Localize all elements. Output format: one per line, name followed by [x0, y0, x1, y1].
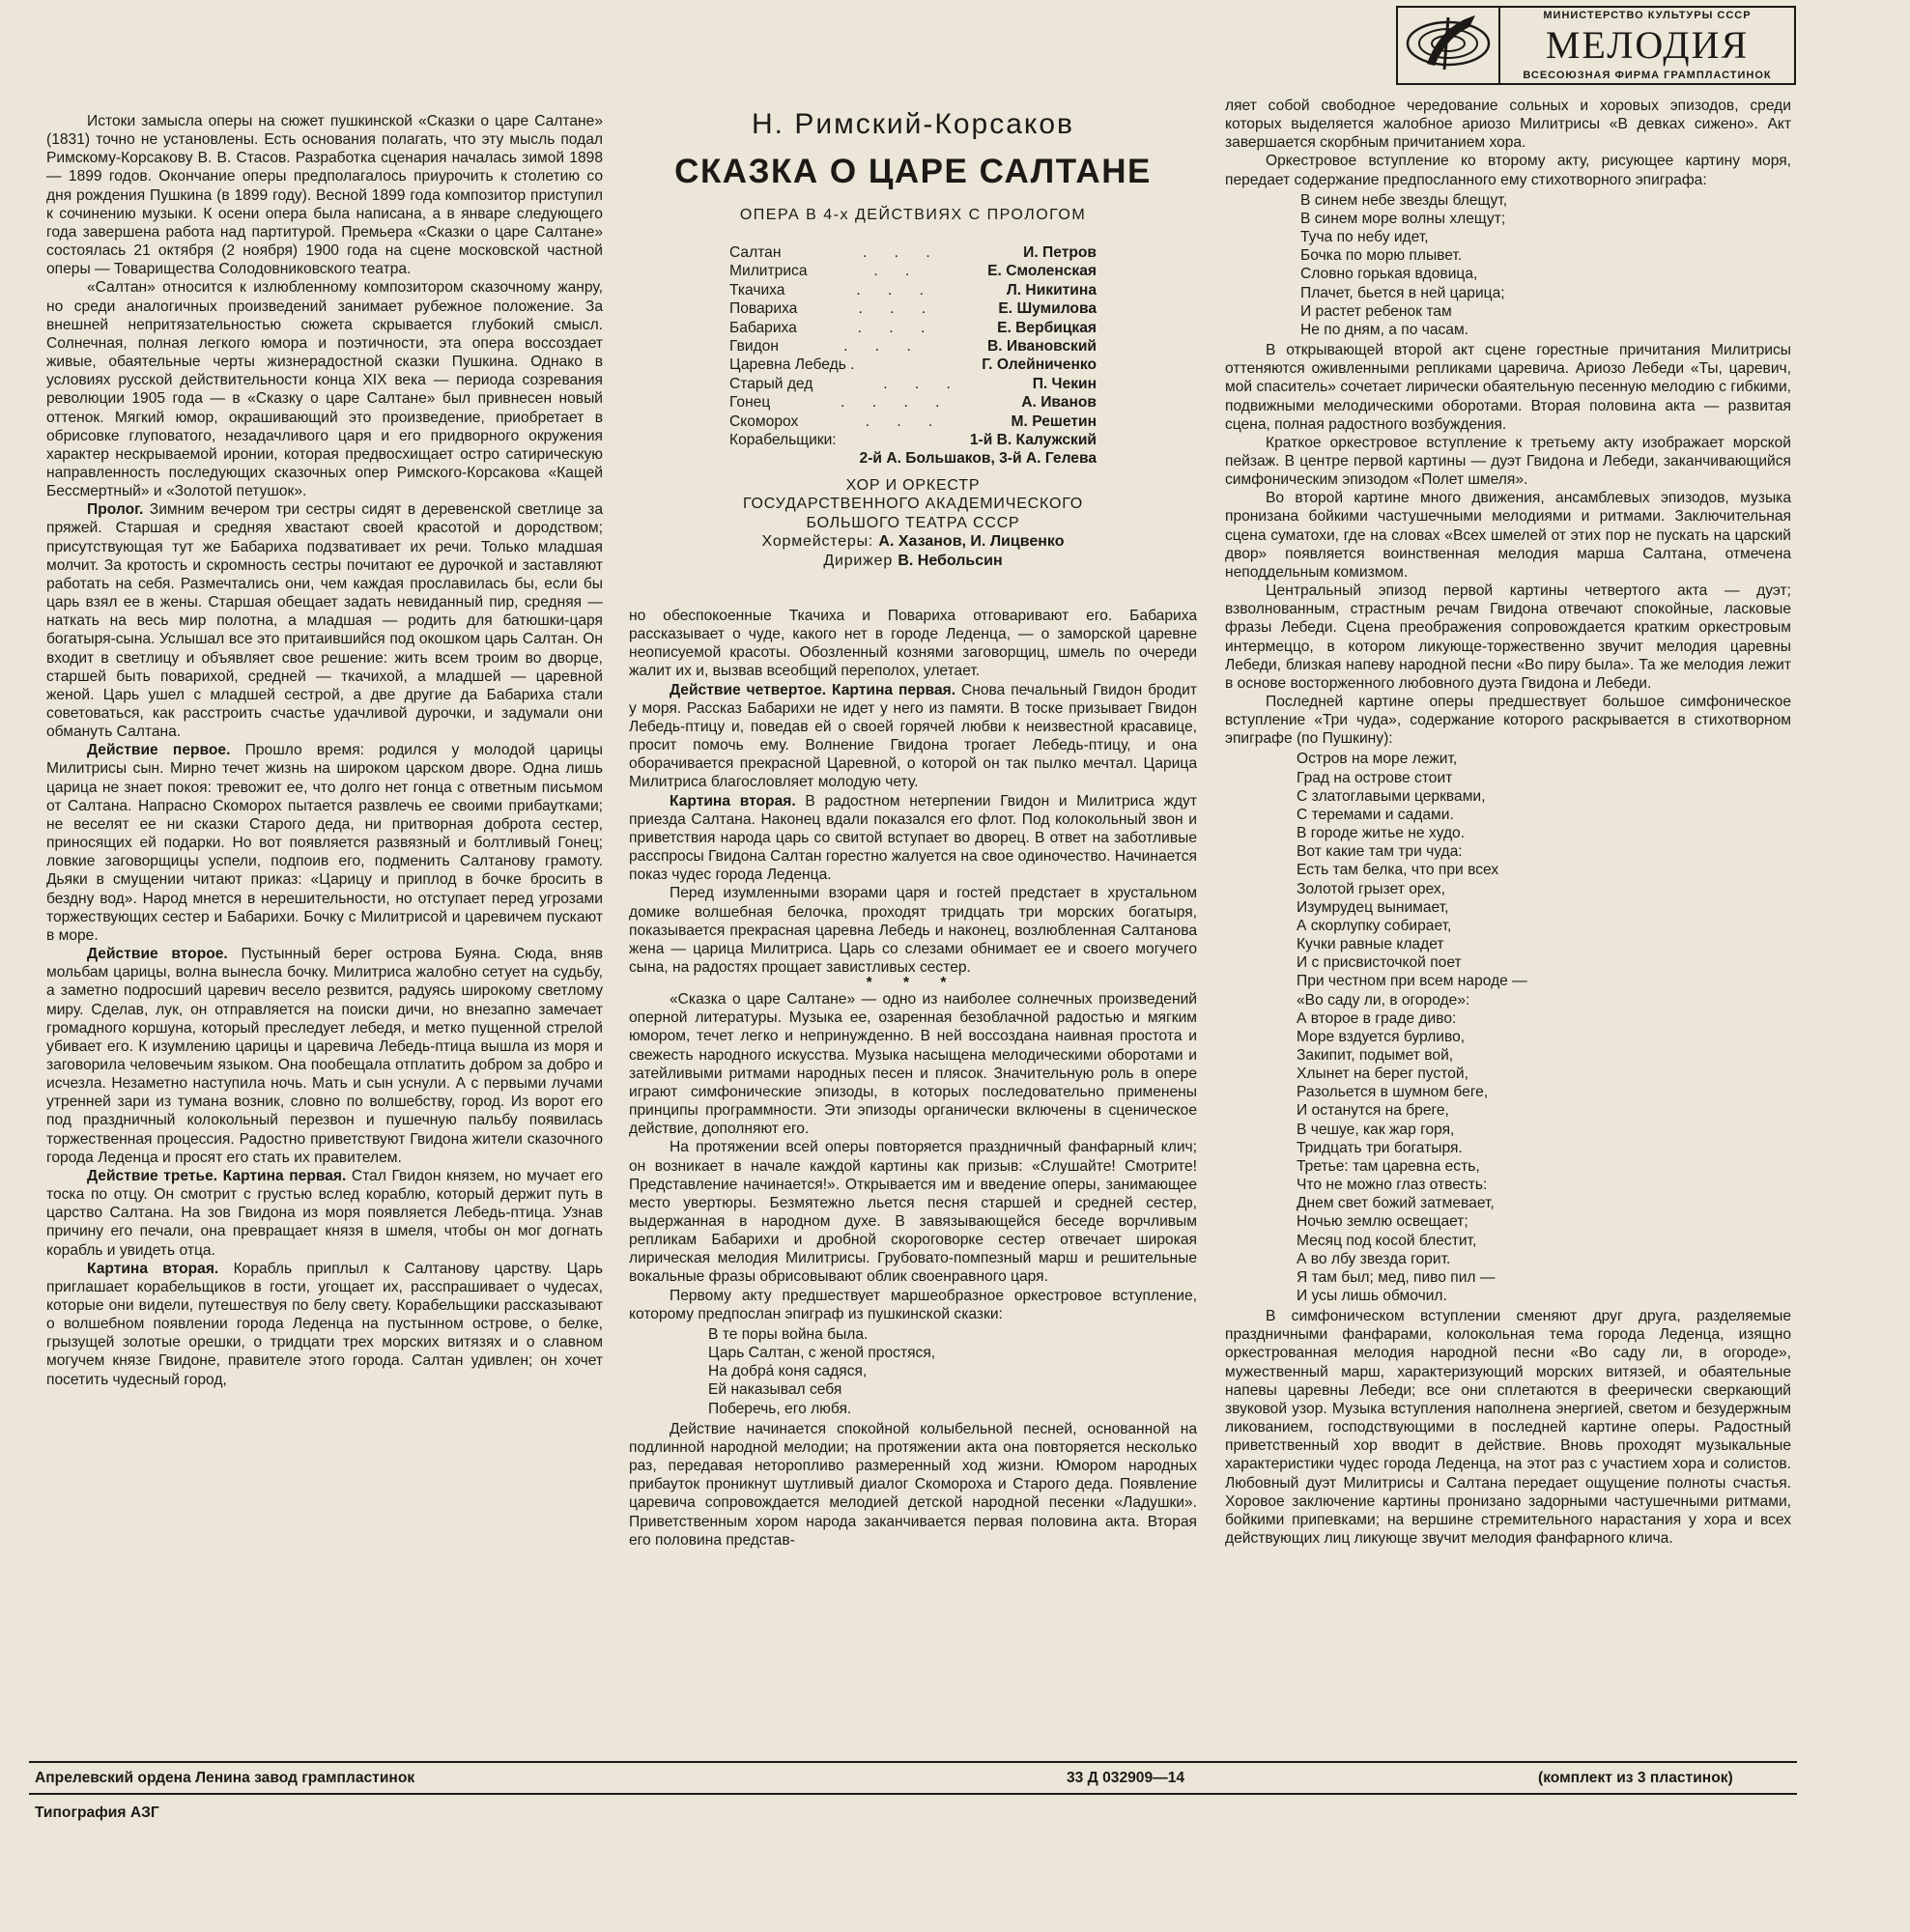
paragraph-act4a: [629, 681, 1197, 792]
verse-line: Ей наказывал себя: [708, 1381, 842, 1399]
section-text: Стал Гвидон князем, но мучает его тоска по отцу. Он смотрит с грустью вслед кораблю, который держит путь в царство Салтана. На зов Гвидона из моря появляется Лебедь-птица. Узнав причину его печали, она превращает князя в шмеля, чтобы он мог догнать корабль и увидеть отца.: [46, 1167, 604, 1259]
section-text: Снова печальный Гвидон бродит у моря. Рассказ Бабарихи не идет у него из памяти. В тоске призывает Гвидон Лебедь-птицу и, поведав ей о своей горячей любви к неизвестной красавице, просит помочь ему. Волнение Гвидона трогает Лебедь-птицу, и она оборачивается прекрасной Царевной, о которой он так пылко мечтал. Царица Милитриса благословляет молодую чету.: [629, 681, 1197, 791]
cast-performer: И. Петров: [1023, 244, 1097, 261]
section-heading: Пролог.: [87, 501, 144, 519]
verse-line: Есть там белка, что при всех: [1297, 862, 1499, 879]
melodiya-logo: [1396, 6, 1796, 85]
cast-performer: Е. Смоленская: [987, 263, 1097, 280]
cast-list: [729, 243, 1097, 469]
chorus-line: ХОР И ОРКЕСТР: [845, 476, 981, 494]
cast-row: [729, 319, 1097, 337]
verse-line: В городе житье не худо.: [1297, 825, 1466, 842]
section-text: Зимним вечером три сестры сидят в деревенской светлице за пряжей. Старшая и средняя хвастают своей красотой и дородством; присутствующая тут же Бабариха подзвативает их речи. Только младшая молчит. За кротость и скромность сестры почитают ее дурочкой и заставляют работать на себя. Размечтались они, чем каждая прославилась бы, если бы царь взял ее в жены. Старшая обещает задать невиданный пир, средняя — наткать на весь мир полотна, а младшая — родить для батюшки-царя богатыря-сына. Услышал все это притаившийся под окошком царь Салтан. Он входит в светлицу и объявляет свое решение: жить всем троим во дворце, старшей быть поварихой, средней — ткачихой, а младшей — царевной женой. Царь ушел с младшей сестрой, а две другие да Бабариха стали советоваться, как расстроить счастье удачливой дурочки, и задумали они обмануть Салтана.: [46, 501, 603, 741]
chorus-line: БОЛЬШОГО ТЕАТРА СССР: [806, 514, 1020, 531]
cast-performer: Г. Олейниченко: [982, 356, 1097, 374]
footer-plant: Апрелевский ордена Ленина завод грампластинок: [35, 1770, 415, 1786]
melodiya-emblem-icon: [1398, 8, 1500, 83]
verse-line: И с присвисточкой поет: [1297, 954, 1462, 972]
verse-line: Хлынет на берег пустой,: [1297, 1065, 1468, 1083]
cast-role: Салтан: [729, 244, 782, 261]
verse-line: С теремами и садами.: [1297, 806, 1454, 823]
section-heading: Действие третье. Картина первая.: [87, 1167, 347, 1184]
cast-performer: Е. Шумилова: [998, 300, 1097, 318]
cast-row: [729, 393, 1097, 412]
cast-row: [729, 281, 1097, 299]
title-block: [629, 108, 1197, 570]
section-heading: Действие четвертое. Картина первая.: [670, 681, 956, 698]
footer-catalog-number: 33 Д 032909—14: [1067, 1770, 1185, 1786]
cast-dots: . . .: [858, 300, 938, 318]
conductor-name: В. Небольсин: [898, 552, 1003, 569]
logo-firm: ВСЕСОЮЗНАЯ ФИРМА ГРАМПЛАСТИНОК: [1523, 70, 1772, 81]
verse-line: Третье: там царевна есть,: [1297, 1157, 1480, 1175]
verse-line: Кучки равные кладет: [1297, 936, 1444, 953]
chorus-line: ГОСУДАРСТВЕННОГО АКАДЕМИЧЕСКОГО: [742, 496, 1084, 513]
conductor: [629, 552, 1197, 570]
footer-rule-bottom: [29, 1793, 1797, 1795]
verse-epigraph-act1: [629, 1325, 1197, 1418]
cast-row: [729, 412, 1097, 431]
paragraph: Первому акту предшествует маршеобразное оркестровое вступление, которому предпослан эпиграф из пушкинской сказки:: [629, 1287, 1197, 1322]
paragraph-act4b: [629, 792, 1197, 885]
conductor-label: Дирижер: [823, 552, 894, 569]
chorus-masters: [629, 532, 1197, 551]
chorus-credits: [629, 476, 1197, 570]
cast-performer: Л. Никитина: [1006, 281, 1097, 298]
cast-performer: П. Чекин: [1032, 375, 1097, 392]
verse-line: Закипит, подымет вой,: [1297, 1046, 1454, 1064]
paragraph: ляет собой свободное чередование сольных и хоровых эпизодов, среди которых выделяется жалобное ариозо Милитрисы «В девках сижено». Акт завершается скорбным причитанием хора.: [1225, 98, 1791, 152]
section-heading: Действие второе.: [87, 946, 228, 963]
verse-line: Разольется в шумном беге,: [1297, 1084, 1489, 1101]
verse-line: В те поры война была.: [708, 1325, 869, 1343]
footer-rule-top: [29, 1761, 1797, 1763]
paragraph: Краткое оркестровое вступление к третьему акту изображает морской пейзаж. В центре первой картины — дуэт Гвидона и Лебеди, заканчивающийся симфоническим эпизодом «Полет шмеля».: [1225, 434, 1791, 489]
footer-print: Типография АЗГ: [35, 1804, 159, 1821]
column-right: [1225, 97, 1791, 1548]
verse-epigraph-act2: [1225, 191, 1791, 339]
verse-line: Град на острове стоит: [1297, 769, 1453, 786]
paragraph: Перед изумленными взорами царя и гостей предстает в хрустальном домике волшебная белочка, проходят тридцать три морских богатыря, показывается прекрасная царевна Лебедь и наконец, возлюбленная Салтанова жена — царица Милитриса. Царь со слезами обнимает ее и своего могучего сына, на радостях прощает завистливых сестер.: [629, 885, 1197, 976]
verse-line: Словно горькая вдовица,: [1300, 266, 1478, 283]
cast-role: Корабельщики:: [729, 432, 837, 449]
verse-line: На добра́ коня садяся,: [708, 1363, 868, 1380]
cast-performer: В. Ивановский: [987, 338, 1097, 355]
paragraph-prolog: [46, 500, 603, 741]
section-text: Пустынный берег острова Буяна. Сюда, вняв мольбам царицы, волна вынесла бочку. Милитриса жалобно сетует на судьбу, а заметно подросший царевич весело резвится, радуясь широкому светлому миру. Сделав, лук, он отправляется на поиски дичи, но внезапно замечает громадного коршуна, который преследует лебедя, и метко пущенной стрелой убивает его. К изумлению царицы и царевича Лебедь-птица вышла из моря и заговорила человечьим языком. Она пообещала отплатить добром за добро и исчезла. Незаметно наступила ночь. Мать и сын уснули. А с первыми лучами утренней зари из тумана возник, словно по волшебству, город. Из ворот его под праздничный колокольный перезвон и пушечную пальбу появилась торжественная процессия. Радостно приветствуют Гвидона жители сказочного города Леденца и просят его стать их правителем.: [46, 946, 603, 1166]
cast-dots: [855, 355, 983, 374]
verse-line: Что не можно глаз отвесть:: [1297, 1177, 1488, 1194]
paragraph: В открывающей второй акт сцене горестные причитания Милитрисы оттеняются оживленными репликами царевича. Ариозо Лебеди «Ты, царевич, мой спаситель» сочетает лирически обаятельную песенную мелодию с гибкими, подвижными мелодическими оборотами. Вторая половина акта — развитая сцена, полная радостного возбуждения.: [1225, 342, 1791, 433]
verse-epigraph-three-wonders: [1225, 750, 1791, 1305]
cast-dots: . . .: [857, 319, 937, 336]
section-text: Прошло время: родился у молодой царицы Милитрисы сын. Мирно течет жизнь на широком царском дворе. Одна лишь царица не знает покоя: тревожит ее, что долго нет гонца с ответным письмом от Салтана. Напрасно Скоморох пытается развлечь ее своими прибаутками; не веселят ее ни сказки Старого деда, ни притворная доброта сестер, приносящих ей подарки. Но вот появляется развязный и болтливый Гонец; ловкие заговорщицы успели, подпоив его, подменить Салтанову грамоту. Дьяки в смущении читают приказ: «Царицу и приплод в бочке бросить в бездну вод». Народ мнется в нерешительности, но отступает перед угрозами торжествующих сестер и Бабарихи. Бочку с Милитрисой и царевичем пускают в море.: [46, 742, 604, 944]
verse-line: Я там был; мед, пиво пил —: [1297, 1268, 1496, 1286]
verse-line: В синем море волны хлещут;: [1300, 210, 1506, 227]
paragraph-act2: [46, 945, 603, 1167]
section-text: Корабль приплыл к Салтанову царству. Царь приглашает корабельщиков в гости, угощает их, расспрашивает о чудесах, которые они видели, путешествуя по белу свету. Корабельщики рассказывают о волшебном появлении города Леденца на пустынном острове, о белке, грызущей золотые орешки, о тридцати трех морских витязях и о славном могучем князе Гвидоне, правителе этого города. Салтан удивлен; он хочет посетить чудесный город,: [46, 1260, 603, 1388]
cast-role: Бабариха: [729, 319, 797, 336]
section-divider: * * *: [866, 975, 960, 992]
verse-line: Бочка по морю плывет.: [1300, 247, 1463, 265]
paragraph: Истоки замысла оперы на сюжет пушкинской «Сказки о царе Салтане» (1831) точно не установлены. Есть основания полагать, что эту мысль подал Римскому-Корсакову В. В. Стасов. Разработка сценария началась зимой 1898 — 1899 годов. Окончание оперы предполагалось приурочить к столетию со дня рождения Пушкина (в 1899 году). Весной 1899 года композитор приступил к сочинению музыки. К осени опера была написана, а в январе следующего года завершена работа над партитурой. Премьера «Сказки о царе Салтане» состоялась 21 октября (2 ноября) 1900 года на сцене московской частной оперы — Товарищества Солодовниковского театра.: [46, 113, 603, 278]
paragraph: Последней картине оперы предшествует большое симфоническое вступление «Три чуда», содержание которого раскрывается в стихотворном эпиграфе (по Пушкину):: [1225, 694, 1791, 748]
verse-line: Месяц под косой блестит,: [1297, 1232, 1477, 1249]
cast-row: [729, 243, 1097, 262]
cast-role: Скоморох: [729, 412, 799, 430]
paragraph-act3b: [46, 1260, 603, 1389]
cast-performer: А. Иванов: [1021, 394, 1097, 412]
verse-line: Вот какие там три чуда:: [1297, 843, 1463, 861]
verse-line: Остров на море лежит,: [1297, 751, 1458, 768]
verse-line: Царь Салтан, с женой простяся,: [708, 1345, 936, 1362]
verse-line: А во лбу звезда горит.: [1297, 1250, 1451, 1267]
verse-line: Золотой грызет орех,: [1297, 880, 1446, 897]
paragraph: Во второй картине много движения, ансамблевых эпизодов, музыка пронизана бойкими частушечными мелодиями и ритмами. Заключительная сцена суматохи, где на словах «Всех шмелей от этих пор не пускать на царский двор» появляется воинственная мелодия марша Салтана, отмечена неподдельным комизмом.: [1225, 490, 1791, 581]
cast-role: Милитриса: [729, 263, 808, 280]
cast-role: Гвидон: [729, 338, 779, 355]
cast-dots: . . .: [865, 412, 945, 430]
footer-set-note: (комплект из 3 пластинок): [1538, 1770, 1733, 1786]
verse-line: Море вздуется бурливо,: [1297, 1028, 1466, 1045]
verse-line: А второе в граде диво:: [1297, 1009, 1457, 1027]
verse-line: При честном при всем народе —: [1297, 973, 1527, 990]
cast-row: [729, 262, 1097, 280]
cast-dots: . . .: [856, 281, 935, 298]
section-heading: Действие первое.: [87, 742, 231, 759]
section-text: В радостном нетерпении Гвидон и Милитриса ждут приезда Салтана. Наконец вдали показался его флот. Под колокольный звон и приветствия народа царь со свитой вступает во дворец. В ответ на заботливые расспросы Гвидона Салтан горестно жалуется на свое одиночество. Начинается показ чудес города Леденца.: [629, 792, 1197, 884]
cast-performer: М. Решетин: [1011, 412, 1097, 430]
paragraph: но обеспокоенные Ткачиха и Повариха отговаривают его. Бабариха рассказывает о чуде, какого нет в городе Леденца, — о заморской царевне неописуемой красоты. Обозленный кознями заговорщиц, шмель по очереди жалит их и, вызвав всеобщий переполох, улетает.: [629, 608, 1197, 680]
cast-extra: 2-й А. Большаков, 3-й А. Гелева: [859, 450, 1097, 468]
cast-dots: . . . .: [841, 394, 952, 412]
paragraph: В симфоническом вступлении сменяют друг друга, разделяемые праздничными фанфарами, колокольная тема города Леденца, изящно оркестрованная мелодия народной песни «Во саду ли, в огороде», мужественный марш, характеризующий морских витязей, и обаятельные напевы царевны Лебеди; все они сплетаются в феерически сверкающий звуковой узор. Музыка вступления наполнена энергией, светом и безудержным ликованием, господствующими в последней картине оперы. Радостный приветственный хор вводит в действие. Вновь проходят музыкальные характеристики чудес города Леденца, на этот раз с участием хора и солистов. Любовный дуэт Милитрисы и Салтана передает ощущение полноты счастья. Хоровое заключение картины пронизано задорными частушечными ритмами, бойкими припевками; на вершине стремительного нарастания у хора и всех действующих лиц ликующе звучит мелодия фанфарного клича.: [1225, 1308, 1791, 1548]
cast-dots: . . .: [883, 375, 962, 392]
cast-row: [729, 375, 1097, 393]
cast-row: [729, 355, 1097, 374]
verse-line: И усы лишь обмочил.: [1297, 1288, 1447, 1304]
paragraph: «Салтан» относится к излюбленному композитором сказочному жанру, но среди аналогичных произведений занимает рубежное положение. За внешней непритязательностью сюжета скрывается глубокий смысл. Солнечная, полная легкого юмора и поэтичности, эта опера воссоздает живые, обаятельные черты жизнерадостной сказки Пушкина. Однако в условиях русской действительности конца XIX века — периода созревания революции 1905 года — в «Сказку о царе Салтане» был привнесен новый оттенок. Мягкий юмор, окрашивающий это произведение, приобретает в обрисовке глуповатого, незадачливого царя и его придворного окружения характер нескрываемой иронии, которая предвосхищает остро сатирическую направленность последующих сказочных опер Римского-Корсакова «Кащей Бессмертный» и «Золотой петушок».: [46, 279, 603, 500]
cast-row: [729, 299, 1097, 318]
opera-title: СКАЗКА О ЦАРЕ САЛТАНЕ: [674, 153, 1152, 190]
cast-performer: Е. Вербицкая: [997, 319, 1097, 336]
paragraph-act1: [46, 741, 603, 945]
logo-text: [1500, 8, 1794, 83]
paragraph: Центральный эпизод первой картины четвертого акта — дуэт; взволнованным, страстным речам Гвидона отвечают спокойные, ласковые фразы Лебеди. Сцена преображения сопровождается кратким оркестровым интермеццо, в котором ликующе-торжественно звучит мелодия царевны Лебеди, близкая напеву народной песни «Во пиру была». Та же мелодия лежит в основе восторженного любовного дуэта Гвидона и Лебеди.: [1225, 582, 1791, 692]
cast-role: Царевна Лебедь .: [729, 356, 855, 374]
section-heading: Картина вторая.: [87, 1260, 219, 1277]
cast-row: [729, 337, 1097, 355]
verse-line: И останутся на бреге,: [1297, 1102, 1449, 1120]
section-heading: Картина вторая.: [670, 792, 796, 810]
verse-line: «Во саду ли, в огороде»:: [1297, 991, 1470, 1009]
verse-line: Плачет, бьется в ней царица;: [1300, 284, 1505, 301]
paragraph: «Сказка о царе Салтане» — одно из наиболее солнечных произведений оперной литературы. Музыка ее, озаренная безоблачной радостью и мягким юмором, течет легко и непринужденно. В ней воссоздана наивная простота и свежесть народного искусства. Музыка насыщена мелодическими оборотами и затейливыми ритмами народных песен и плясок. Значительную роль в опере играют симфонические эпизоды, в которых последовательно применены принципы программности. Эти эпизоды органически включены в сценическое действие, дополняют его.: [629, 991, 1197, 1138]
column-left: [46, 112, 603, 1389]
masters-label: Хормейстеры:: [761, 533, 874, 551]
paragraph: На протяжении всей оперы повторяется праздничный фанфарный клич; он возникает в начале каждой картины как призыв: «Слушайте! Смотрите! Представление начинается!». Открывается им и введение оперы, занимающее место увертюры. Безмятежно льется песня старшей и средней сестер, выдержанная в народном духе. В завязывающейся беседе ворчливым репликам Бабарихи и дробной скороговорке сестер отвечает широкая лирическая мелодия Милитрисы. Грубовато-помпезный марш и решительные вокальные фразы обрисовывают облик своенравного царя.: [629, 1139, 1197, 1286]
paragraph: Действие начинается спокойной колыбельной песней, основанной на подлинной народной мелодии; на протяжении акта она повторяется несколько раз, передавая неторопливо размеренный ход жизни. Юмором народных прибауток проникнут шутливый диалог Скомороха и Старого деда. Появление царевича сопровождается мелодией детской народной песенки «Ладушки». Приветственным хором народа заканчивается первая половина акта. Вторая его половина представ-: [629, 1420, 1197, 1548]
logo-name: МЕЛОДИЯ: [1545, 23, 1750, 67]
cast-role: Старый дед: [729, 375, 813, 392]
verse-line: Не по дням, а по часам.: [1300, 321, 1469, 338]
masters-names: А. Хазанов, И. Лицвенко: [878, 533, 1065, 551]
verse-line: Туча по небу идет,: [1300, 229, 1429, 246]
verse-line: Изумрудец вынимает,: [1297, 898, 1449, 916]
opera-subtitle: ОПЕРА В 4-х ДЕЙСТВИЯХ С ПРОЛОГОМ: [739, 207, 1087, 223]
composer-name: Н. Римский-Корсаков: [752, 108, 1074, 140]
cast-role: Гонец: [729, 394, 771, 412]
verse-line: Ночью землю освещает;: [1297, 1213, 1468, 1231]
column-middle: [629, 607, 1197, 1549]
verse-line: В синем небе звезды блещут,: [1300, 191, 1508, 209]
verse-line: Поберечь, его любя.: [708, 1400, 852, 1417]
verse-line: А скорлупку собирает,: [1297, 917, 1452, 934]
paragraph: Оркестровое вступление ко второму акту, рисующее картину моря, передает содержание предпосланного ему стихотворного эпиграфа:: [1225, 153, 1791, 188]
cast-dots: . .: [873, 263, 922, 280]
cast-dots: . . .: [843, 338, 923, 355]
logo-ministry: МИНИСТЕРСТВО КУЛЬТУРЫ СССР: [1543, 10, 1752, 21]
cast-role: Ткачиха: [729, 281, 785, 298]
verse-line: И растет ребенок там: [1300, 302, 1452, 320]
cast-performer: 1-й В. Калужский: [969, 432, 1097, 449]
paragraph-act3a: [46, 1167, 603, 1260]
cast-row: [729, 431, 1097, 449]
verse-line: Тридцать три богатыря.: [1297, 1139, 1463, 1156]
verse-line: В чешуе, как жар горя,: [1297, 1121, 1455, 1138]
verse-line: С златоглавыми церквами,: [1297, 787, 1486, 805]
cast-role: Повариха: [729, 300, 798, 318]
verse-line: Днем свет божий затмевает,: [1297, 1195, 1495, 1212]
cast-dots: [837, 431, 970, 449]
cast-dots: . . .: [862, 244, 942, 261]
